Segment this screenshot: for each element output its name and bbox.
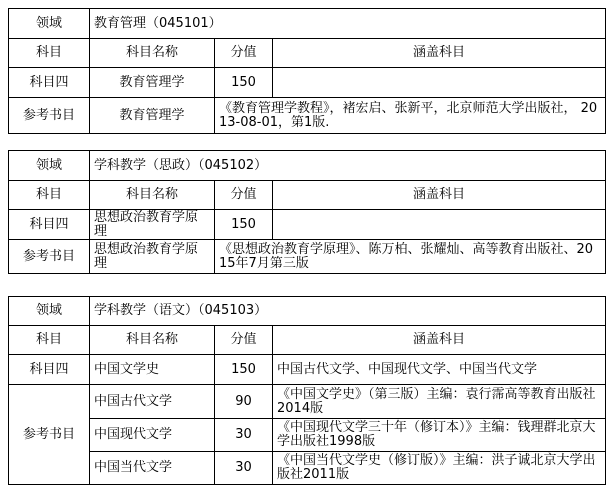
header-subject-name: 科目名称 [90,39,215,68]
header-subject-name: 科目名称 [90,326,215,355]
subject-name: 中国文学史 [90,355,215,385]
reference-name: 中国古代文学 [90,385,215,419]
reference-label: 参考书目 [9,240,90,274]
header-row [9,39,606,68]
subject-score: 150 [215,355,273,385]
domain-row [9,151,606,181]
reference-name: 思想政治教育学原理 [90,240,215,274]
header-row [9,326,606,355]
domain-value: 学科教学（思政）（045102） [90,151,606,181]
reference-book: 《中国现代文学三十年（修订本）》主编：钱理群北京大学出版社1998版 [273,419,606,452]
subject-covered: 中国古代文学、中国现代文学、中国当代文学 [273,355,606,385]
header-row [9,181,606,210]
subject-code: 科目四 [9,355,90,385]
reference-score: 30 [215,452,273,485]
header-score: 分值 [215,39,273,68]
subject-row [9,210,606,240]
domain-value: 教育管理（045101） [90,9,606,39]
domain-row [9,297,606,326]
reference-book: 《中国文学史》（第三版）主编：袁行霈高等教育出版社2014版 [273,385,606,419]
subject-name: 思想政治教育学原理 [90,210,215,240]
header-covered-subjects: 涵盖科目 [273,326,606,355]
header-subject: 科目 [9,39,90,68]
reference-score: 90 [215,385,273,419]
reference-name: 教育管理学 [90,98,215,134]
reference-row [9,240,606,274]
header-score: 分值 [215,181,273,210]
subject-score: 150 [215,68,273,98]
header-subject: 科目 [9,326,90,355]
subject-code: 科目四 [9,68,90,98]
subject-table-politics-teaching [8,150,606,274]
reference-name: 中国当代文学 [90,452,215,485]
header-covered-subjects: 涵盖科目 [273,181,606,210]
reference-score: 30 [215,419,273,452]
header-score: 分值 [215,326,273,355]
domain-label: 领域 [9,297,90,326]
subject-row [9,355,606,385]
subject-code: 科目四 [9,210,90,240]
reference-book: 《思想政治教育学原理》、陈万柏、张耀灿、高等教育出版社、2015年7月第三版 [215,240,606,274]
reference-label: 参考书目 [9,98,90,134]
header-covered-subjects: 涵盖科目 [273,39,606,68]
subject-covered [273,68,606,98]
reference-book: 《教育管理学教程》，褚宏启、张新平，北京师范大学出版社， 2013-08-01，第1版. [215,98,606,134]
reference-row [9,419,606,452]
domain-label: 领域 [9,9,90,39]
domain-row [9,9,606,39]
reference-row [9,452,606,485]
header-subject-name: 科目名称 [90,181,215,210]
subject-score: 150 [215,210,273,240]
reference-label: 参考书目 [9,385,90,485]
domain-value: 学科教学（语文）（045103） [90,297,606,326]
reference-name: 中国现代文学 [90,419,215,452]
header-subject: 科目 [9,181,90,210]
subject-row [9,68,606,98]
subject-table-chinese-teaching [8,296,606,485]
reference-book: 《中国当代文学史（修订版）》主编：洪子诚北京大学出版社2011版 [273,452,606,485]
domain-label: 领域 [9,151,90,181]
subject-covered [273,210,606,240]
reference-row [9,385,606,419]
subject-name: 教育管理学 [90,68,215,98]
subject-table-education-management [8,8,606,134]
reference-row [9,98,606,134]
